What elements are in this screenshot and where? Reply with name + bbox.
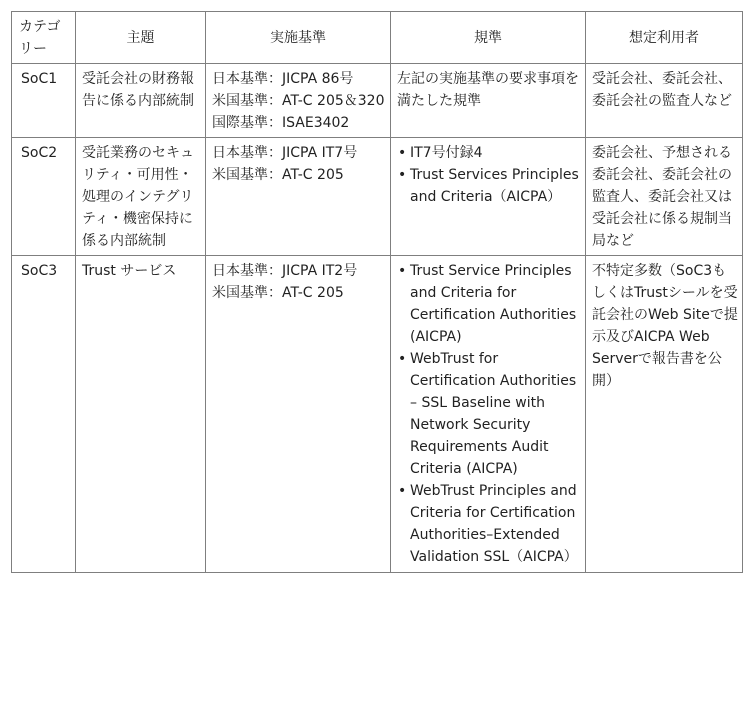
row-category: SoC3 — [12, 256, 76, 573]
row-category: SoC2 — [12, 138, 76, 256]
row-subject: Trust サービス — [76, 256, 206, 573]
list-item: • Trust Services Principles and Criteria（AICPA） — [397, 164, 581, 208]
header-standards: 実施基準 — [206, 12, 391, 64]
standard-label: 米国基準： — [212, 167, 282, 183]
soc-comparison-table — [11, 11, 743, 573]
row-users: 委託会社、予想される委託会社、委託会社の監査人、委託会社又は受託会社に係る規制当局など — [586, 138, 743, 256]
standard-value: JICPA IT7号 — [282, 145, 358, 161]
standard-value: JICPA IT2号 — [282, 263, 358, 279]
standard-line — [212, 112, 386, 134]
table-row-soc3 — [12, 256, 743, 573]
header-users: 想定利用者 — [586, 12, 743, 64]
standard-line — [212, 142, 386, 164]
row-standards — [206, 138, 391, 256]
list-item: • Trust Service Principles and Criteria for Certification Authorities (AICPA) — [397, 260, 581, 348]
standard-line — [212, 164, 386, 186]
header-row — [12, 12, 743, 64]
standard-label: 国際基準： — [212, 115, 282, 131]
standard-line — [212, 90, 386, 112]
row-users: 不特定多数（SoC3もしくはTrustシールを受託会社のWeb Siteで提示及びAICPA Web Serverで報告書を公開） — [586, 256, 743, 573]
list-item — [397, 348, 581, 480]
row-category: SoC1 — [12, 64, 76, 138]
list-item: • IT7号付録4 — [397, 142, 581, 164]
standard-value: AT-C 205 — [282, 167, 344, 183]
list-item-text: WebTrust for Certification Authorities — [410, 351, 577, 389]
row-subject: 受託業務のセキュリティ・可用性・処理のインテグリティ・機密保持に係る内部統制 — [76, 138, 206, 256]
standard-value: AT-C 205 — [282, 285, 344, 301]
standard-label: 日本基準： — [212, 263, 282, 279]
standard-value: ISAE3402 — [282, 115, 350, 131]
criteria-list — [397, 260, 581, 568]
list-item: • WebTrust Principles and Criteria for Certification Authorities–Extended Validation SSL（AICPA） — [397, 480, 581, 568]
standard-line — [212, 260, 386, 282]
criteria-list — [397, 142, 581, 208]
row-users: 受託会社、委託会社、委託会社の監査人など — [586, 64, 743, 138]
standard-line — [212, 68, 386, 90]
row-criteria — [391, 256, 586, 573]
list-item-subtext: – SSL Baseline with Network Security Requirements Audit Criteria (AICPA) — [410, 395, 549, 477]
standard-value: JICPA 86号 — [282, 71, 354, 87]
standard-label: 米国基準： — [212, 93, 282, 109]
row-subject: 受託会社の財務報告に係る内部統制 — [76, 64, 206, 138]
row-criteria — [391, 138, 586, 256]
row-standards — [206, 64, 391, 138]
row-criteria: 左記の実施基準の要求事項を満たした規準 — [391, 64, 586, 138]
standard-label: 日本基準： — [212, 71, 282, 87]
standard-line — [212, 282, 386, 304]
row-standards — [206, 256, 391, 573]
standard-value: AT-C 205＆320 — [282, 93, 385, 109]
header-subject: 主題 — [76, 12, 206, 64]
header-category: カテゴリー — [12, 12, 76, 64]
standard-label: 日本基準： — [212, 145, 282, 161]
standard-label: 米国基準： — [212, 285, 282, 301]
header-criteria: 規準 — [391, 12, 586, 64]
table-row-soc2 — [12, 138, 743, 256]
table-row-soc1 — [12, 64, 743, 138]
